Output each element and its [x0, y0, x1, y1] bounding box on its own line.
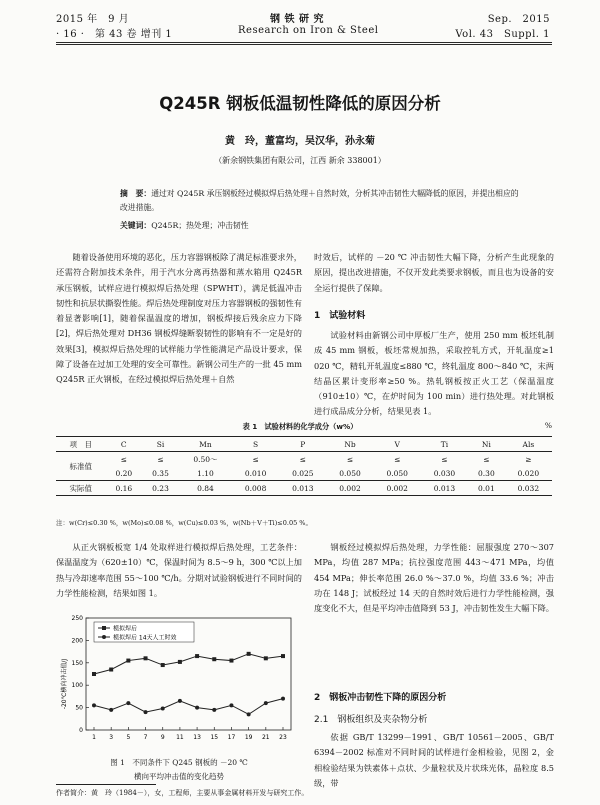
x-tick-label: 17	[227, 734, 236, 741]
footer-rule	[56, 784, 156, 785]
abstract-text: 通过对 Q245R 承压钢板经过模拟焊后热处理＋自然时效，分析其冲击韧性大幅降低的原因，并提出相应的改进措施。	[120, 189, 519, 212]
fig1-caption-line1: 图 1 不同条件下 Q245 钢板的 －20 ℃	[110, 758, 248, 767]
data-point-aged-14d	[161, 706, 165, 710]
series-line-aged-14d	[94, 699, 283, 715]
table1-std-values-row	[56, 466, 552, 481]
data-point-after-pwht	[92, 672, 96, 676]
y-tick-label: 50	[75, 704, 83, 712]
fig1-caption-line2: 横向平均冲击值的变化趋势	[134, 772, 224, 781]
data-point-aged-14d	[195, 706, 199, 710]
keywords-text: Q245R；热处理；冲击韧性	[151, 221, 249, 230]
std-op: ≤	[441, 454, 448, 464]
x-tick-label: 19	[244, 734, 253, 741]
std-val: 1.10	[197, 468, 214, 478]
header-date: 2015 年 9 月	[56, 14, 130, 25]
y-tick-label: 100	[71, 682, 83, 690]
fig1-legend-2: 模拟焊后 14天人工时效	[113, 634, 177, 642]
th-item: 项 目	[69, 439, 92, 449]
x-tick-label: 5	[126, 734, 131, 741]
th-nb: Nb	[344, 439, 356, 449]
actual-label: 实际值	[69, 483, 92, 493]
header-date-en: Sep. 2015	[487, 14, 550, 25]
data-point-after-pwht	[126, 659, 130, 663]
x-tick-label: 1	[92, 734, 96, 741]
section1-title: 1 试验材料	[314, 311, 366, 321]
th-ti: Ti	[440, 439, 449, 449]
affiliation: （新余钢铁集团有限公司，江西 新余 338001）	[214, 156, 386, 165]
data-point-aged-14d	[281, 697, 285, 701]
data-point-aged-14d	[178, 699, 182, 703]
x-tick-label: 11	[176, 734, 184, 741]
data-point-after-pwht	[281, 654, 285, 658]
actual-val: 0.008	[244, 483, 267, 493]
th-als: Als	[522, 439, 535, 449]
fig1-series	[92, 652, 285, 716]
y-tick-label: 0	[79, 727, 83, 734]
table1-note: 注：w(Cr)≤0.30 %，w(Mo)≤0.08 %，w(Cu)≤0.03 %，w(Nb＋V＋Ti)≤0.05 %。	[56, 519, 312, 527]
series-line-after-pwht	[94, 654, 283, 674]
th-ni: Ni	[481, 439, 491, 449]
std-val: 0.030	[433, 468, 456, 478]
std-op: ≤	[299, 454, 306, 464]
actual-val: 0.002	[386, 483, 408, 493]
th-v: V	[394, 439, 400, 449]
header-rule	[56, 42, 552, 43]
right-para2: 钢板经过模拟焊后热处理，力学性能：屈服强度 270～307 MPa，均值 287 MPa；抗拉强度范围 443～471 MPa，均值 454 MPa；伸长率范围 26.0 %～37.0 %，均值 33.6 %；冲击功在 148 J；试板经过 14 天的自然时效后进行力学性能检测，强度变化不大，但是平均冲击值降到 53 J，冲击韧性发生大幅下降。	[314, 542, 554, 614]
th-s: S	[253, 439, 259, 449]
std-op: ≥	[525, 454, 532, 464]
data-point-after-pwht	[247, 652, 251, 656]
figure1-chart	[56, 612, 302, 752]
header-volume-en: Vol. 43 Suppl. 1	[455, 29, 550, 40]
data-point-aged-14d	[212, 708, 216, 712]
table1-caption: 表 1 试验材料的化学成分（w%）	[242, 422, 358, 431]
x-tick-label: 21	[261, 734, 270, 741]
data-point-aged-14d	[126, 701, 130, 705]
data-point-after-pwht	[144, 656, 148, 660]
data-point-aged-14d	[92, 703, 96, 707]
std-val: 0.30	[478, 468, 495, 478]
journal-title-cn: 钢 铁 研 究	[270, 14, 324, 25]
keywords-label: 关键词：	[120, 221, 152, 230]
std-val: 0.050	[386, 468, 408, 478]
std-op: ≤	[394, 454, 401, 464]
std-label: 标准值	[69, 461, 92, 471]
table1-header-row	[56, 437, 552, 452]
data-point-after-pwht	[178, 660, 182, 664]
fig1-legend	[94, 622, 194, 642]
actual-val: 0.032	[517, 483, 540, 493]
fig1-legend-1: 模拟焊后	[113, 625, 138, 633]
section2-title: 2 钢板冲击韧性下降的原因分析	[314, 693, 447, 703]
header-rule-2	[56, 44, 552, 45]
actual-val: 0.002	[339, 483, 361, 493]
std-val: 0.20	[115, 468, 133, 478]
std-op: ≤	[346, 454, 354, 464]
std-val: 0.050	[339, 468, 361, 478]
table1-actual-row	[56, 481, 552, 496]
th-p: P	[300, 439, 306, 449]
th-mn: Mn	[199, 439, 212, 449]
std-op: ≤	[120, 454, 127, 464]
data-point-after-pwht	[161, 663, 165, 667]
y-tick-label: 200	[71, 637, 83, 645]
std-op: 0.50～	[193, 454, 218, 464]
y-tick-label: 150	[71, 659, 83, 667]
actual-val: 0.01	[478, 483, 495, 493]
x-tick-label: 9	[160, 734, 165, 741]
x-tick-label: 15	[210, 734, 219, 741]
y-tick-label: 250	[71, 615, 83, 622]
data-point-after-pwht	[229, 659, 233, 663]
actual-val: 0.23	[152, 483, 169, 493]
left-para2: 从正火钢板板宽 1/4 处取样进行模拟焊后热处理，工艺条件：保温温度为（620±10）℃，保温时间为 8.5～9 h，300 ℃以上加热与冷却速率范围 55～100 ℃/h。分期对试验钢板进行不同时间的力学性能检测，结果如图 1。	[56, 542, 302, 598]
author-note: 作者简介：黄 玲（1984－），女，工程师，主要从事金属材料开发与研究工作。	[56, 789, 309, 797]
abstract	[120, 187, 520, 215]
authors: 黄 玲，董富均，吴汉华，孙永菊	[225, 136, 375, 147]
intro-left: 随着设备使用环境的恶化，压力容器钢板除了满足标准要求外，还需符合附加技术条件，用于汽水分离再热器和蒸水箱用 Q245R 承压钢板，试样应进行模拟焊后热处理（SPWHT），满足低温冲击韧性和抗层状撕裂性能。焊后热处理制度对压力容器钢板的强韧性有着显著影响[1]，随着保温温度的增加，钢板焊接后残余应力下降[2]，焊后热处理对 DH36 钢板焊缝断裂韧性的影响有不一定是好的效果[3]，模拟焊后热处理的试样能力学性能满足产品设计要求，保障了设备在过加工处理的安全可靠性。新钢公司生产的一批 45 mm Q245R 正火钢板，在经过模拟焊后热处理＋自然	[56, 252, 302, 385]
actual-val: 0.013	[433, 483, 456, 493]
std-val: 0.35	[152, 468, 169, 478]
actual-val: 0.013	[292, 483, 314, 493]
section2-subtitle: 2.1 钢板组织及夹杂物分析	[314, 715, 428, 725]
data-point-aged-14d	[109, 708, 113, 712]
section2-text: 依据 GB/T 13299－1991、GB/T 10561－2005、GB/T 6394－2002 标准对不同时间的试样进行金相检验，见图 2，金相检验结果为铁素体＋点状、少量粒状及片状珠光体，晶粒度 8.5 级，带	[314, 732, 554, 788]
std-op: ≤	[252, 454, 259, 464]
std-op: ≤	[157, 454, 164, 464]
table1-unit: %	[544, 421, 552, 430]
table1-std-ops-row	[56, 452, 552, 467]
fig1-xticks	[92, 727, 287, 741]
std-val: 0.020	[517, 468, 540, 478]
x-tick-label: 23	[279, 734, 287, 741]
fig1-ylabel: -20℃横向冲击值/J	[61, 658, 68, 710]
std-op: ≤	[483, 454, 490, 464]
data-point-after-pwht	[264, 656, 268, 660]
data-point-after-pwht	[195, 654, 199, 658]
std-val: 0.010	[244, 468, 267, 478]
std-val: 0.025	[292, 468, 314, 478]
x-tick-label: 7	[143, 734, 148, 741]
data-point-aged-14d	[264, 701, 268, 705]
data-point-aged-14d	[247, 712, 251, 716]
data-point-aged-14d	[144, 710, 148, 714]
intro-right: 时效后，试样的 －20 ℃ 冲击韧性大幅下降，分析产生此现象的原因，提出改进措施，不仅开发此类要求钢板，而且也为设备的安全运行提供了保障。	[314, 252, 554, 293]
th-c: C	[120, 439, 127, 449]
actual-val: 0.84	[197, 483, 214, 493]
x-tick-label: 3	[109, 734, 114, 741]
data-point-after-pwht	[109, 668, 113, 672]
section1-text: 试验材料由新钢公司中厚板厂生产，使用 250 mm 板坯轧制成 45 mm 钢板，板坯常规加热，采取控轧方式，开轧温度≥1 020 ℃，精轧开轧温度≤880 ℃，终轧温度 800～840 ℃，末两结晶区累计变形率≥50 %。热轧钢板按正火工艺（保温温度（910±10）℃，在炉时间为 100 min）进行热处理。对此钢板进行成品成分分析，结果见表 1。	[314, 330, 554, 417]
table1	[56, 436, 552, 496]
x-tick-label: 13	[193, 734, 201, 741]
keywords	[120, 220, 249, 231]
data-point-after-pwht	[212, 657, 216, 661]
paper-title: Q245R 钢板低温韧性降低的原因分析	[159, 94, 441, 113]
figure1-caption	[56, 756, 302, 784]
th-si: Si	[156, 439, 165, 449]
journal-title-en: Research on Iron & Steel	[238, 25, 379, 36]
header-page-volume: · 16 · 第 43 卷 增刊 1	[56, 29, 173, 40]
actual-val: 0.16	[115, 483, 133, 493]
abstract-label: 摘 要：	[120, 189, 152, 198]
data-point-aged-14d	[229, 703, 233, 707]
